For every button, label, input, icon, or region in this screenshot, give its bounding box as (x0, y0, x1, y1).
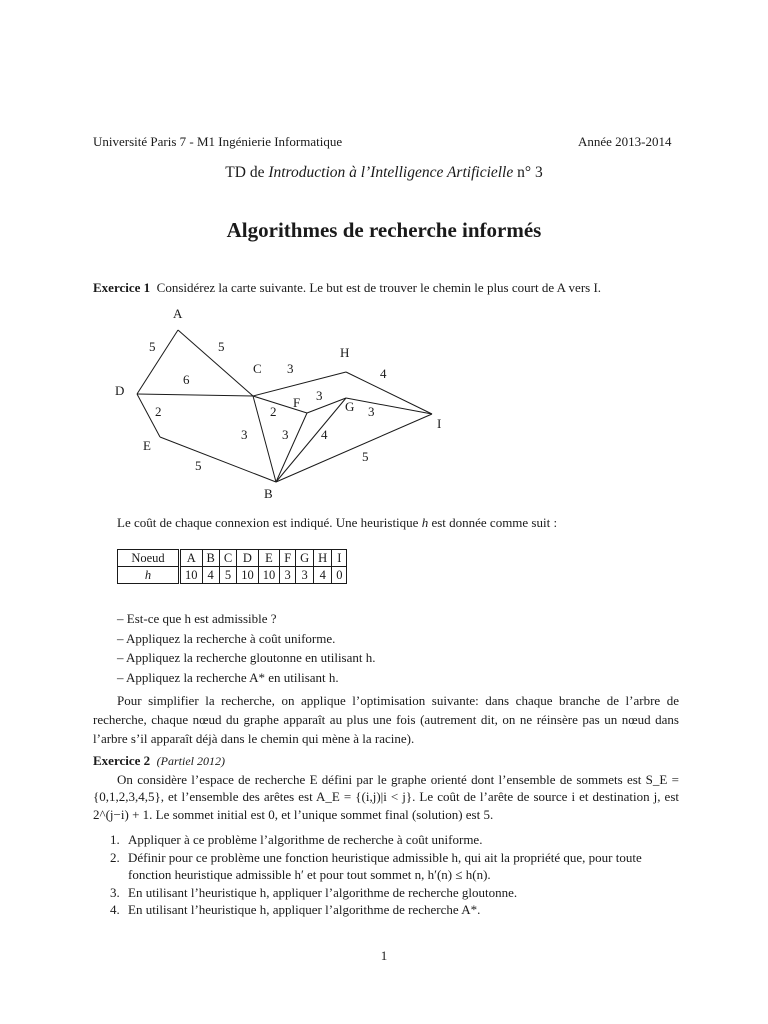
table-row (118, 567, 347, 584)
exercise2-list (110, 831, 680, 919)
edge-cost: 2 (155, 404, 162, 419)
edge-a-d (137, 330, 178, 394)
table-cell: C (219, 550, 236, 567)
list-item: – Appliquez la recherche à coût uniforme. (117, 629, 376, 649)
list-item: 1. Appliquer à ce problème l’algorithme de recherche à coût uniforme. (110, 832, 483, 847)
exercise2-source: (Partiel 2012) (156, 754, 225, 768)
edge-cost: 5 (149, 339, 156, 354)
exercise1-text: Considérez la carte suivante. Le but est de trouver le chemin le plus court de A vers I. (156, 280, 602, 295)
list-item: – Est-ce que h est admissible ? (117, 609, 376, 629)
optimisation-text: Pour simplifier la recherche, on applique l’optimisation suivante: dans chaque branche de l’arbre de recherche, chaque nœud du graphe apparaît au plus une fois (autrement dit, on ne réinsère pas un nœud dans l’arbre s’il apparaît déjà dans le chemin qui mène à la racine). (93, 693, 679, 746)
table-cell: 10 (237, 567, 259, 584)
table-cell: I (332, 550, 347, 567)
heuristic-table (117, 549, 347, 584)
edge-cost: 3 (241, 427, 248, 442)
table-cell: 3 (296, 567, 314, 584)
table-cell: 4 (314, 567, 332, 584)
node-label: E (143, 438, 151, 453)
table-cell: B (202, 550, 219, 567)
node-label: C (253, 361, 262, 376)
edge-cost: 6 (183, 372, 190, 387)
course-subtitle: TD de Introduction à l’Intelligence Artificielle n° 3 (225, 164, 543, 181)
node-label: H (340, 345, 350, 360)
heuristic-intro: Le coût de chaque connexion est indiqué. Une heuristique h est donnée comme suit : (117, 515, 558, 530)
edge-g-i (346, 398, 432, 414)
table-cell: D (237, 550, 259, 567)
node-label: B (264, 486, 273, 501)
exercise2-statement (93, 752, 679, 823)
list-item: 2. Définir pour ce problème une fonction heuristique admissible h, qui ait la propriété que, pour toute fonction heuristique admissible h′ et pour tout sommet n, h′(n) ≤ h(n). (110, 849, 642, 882)
list-item: – Appliquez la recherche gloutonne en utilisant h. (117, 648, 376, 668)
exercise2-text: On considère l’espace de recherche E défini par le graphe orienté dont l’ensemble de sommets est S_E = {0,1,2,3,4,5}, et l’ensemble des arêtes est A_E = {(i,j)|i < j}. Le coût de l’arête de source i et destination j, est 2^(j−i) + 1. Le sommet initial est 0, et l’unique sommet final (solution) est 5. (93, 771, 679, 822)
header-year: Année 2013-2014 (578, 134, 672, 149)
edge-cost: 2 (270, 404, 277, 419)
edge-h-i (346, 372, 432, 414)
list-item: 4. En utilisant l’heuristique h, appliquer l’algorithme de recherche A*. (110, 902, 481, 917)
table-cell: E (258, 550, 280, 567)
table-cell: 0 (332, 567, 347, 584)
page-title: Algorithmes de recherche informés (226, 218, 542, 242)
node-label: I (437, 416, 442, 431)
table-cell: 10 (180, 567, 203, 584)
node-label: G (345, 399, 355, 414)
list-item: – Appliquez la recherche A* en utilisant h. (117, 668, 376, 688)
edge-cost: 5 (362, 449, 369, 464)
table-row (118, 550, 347, 567)
node-label: D (115, 383, 125, 398)
edge-cost: 3 (368, 404, 375, 419)
table-header-cell: h (118, 567, 180, 584)
edge-e-b (160, 437, 276, 482)
table-cell: 5 (219, 567, 236, 584)
edge-f-b (276, 413, 307, 482)
edge-c-h (253, 372, 346, 396)
edge-cost: 3 (287, 361, 294, 376)
page-number: 1 (380, 948, 388, 963)
course-name: Introduction à l’Intelligence Artificielle (268, 164, 514, 181)
exercise2-label: Exercice 2 (93, 753, 151, 768)
edge-cost: 4 (380, 366, 387, 381)
edge-b-i (276, 414, 432, 482)
exercise1-label: Exercice 1 (93, 280, 151, 295)
edge-cost: 4 (321, 427, 328, 442)
table-cell: 4 (202, 567, 219, 584)
header-university: Université Paris 7 - M1 Ingénierie Informatique (93, 134, 343, 149)
edge-cost: 3 (316, 388, 323, 403)
edge-d-c (137, 394, 253, 396)
node-label: F (293, 395, 301, 410)
table-cell: A (180, 550, 203, 567)
table-cell: F (280, 550, 296, 567)
table-cell: G (296, 550, 314, 567)
edge-cost: 3 (282, 427, 289, 442)
edge-cost: 5 (218, 339, 225, 354)
node-label: A (173, 306, 183, 321)
edge-cost: 5 (195, 458, 202, 473)
optimisation-paragraph (93, 691, 679, 748)
table-cell: 3 (280, 567, 296, 584)
list-item: 3. En utilisant l’heuristique h, appliquer l’algorithme de recherche gloutonne. (110, 884, 518, 900)
question-list (117, 609, 376, 687)
table-cell: H (314, 550, 332, 567)
table-cell: 10 (258, 567, 280, 584)
table-header-cell: Noeud (118, 550, 180, 567)
